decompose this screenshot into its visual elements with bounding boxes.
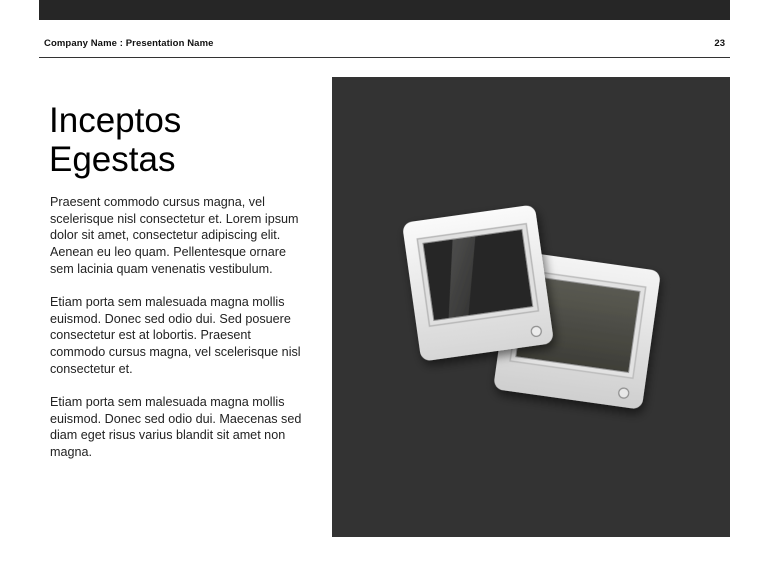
slide-title — [49, 101, 319, 179]
title-line-2: Egestas — [49, 140, 176, 179]
slide-frame-front — [402, 204, 554, 361]
body-text — [50, 194, 305, 477]
header-divider — [39, 57, 730, 58]
slides-icon — [332, 77, 730, 537]
paragraph-1: Praesent commodo cursus magna, vel scelerisque nisl consectetur et. Lorem ipsum dolor sit amet, consectetur adipiscing elit. Aenean eu leo quam. Pellentesque ornare sem lacinia quam venenatis vestibulum. — [50, 195, 299, 276]
top-bar — [39, 0, 730, 20]
paragraph-2: Etiam porta sem malesuada magna mollis euismod. Donec sed odio dui. Sed posuere consectetur est at lobortis. Praesent commodo cursus magna, vel scelerisque nisl consectetur et. — [50, 295, 301, 376]
header-company-presentation: Company Name : Presentation Name — [44, 38, 214, 49]
page-number: 23 — [714, 38, 725, 49]
paragraph-3: Etiam porta sem malesuada magna mollis euismod. Donec sed odio dui. Maecenas sed diam eget risus varius blandit sit amet non magna. — [50, 395, 302, 460]
title-line-1: Inceptos — [49, 101, 182, 140]
image-placeholder-panel — [332, 77, 730, 537]
